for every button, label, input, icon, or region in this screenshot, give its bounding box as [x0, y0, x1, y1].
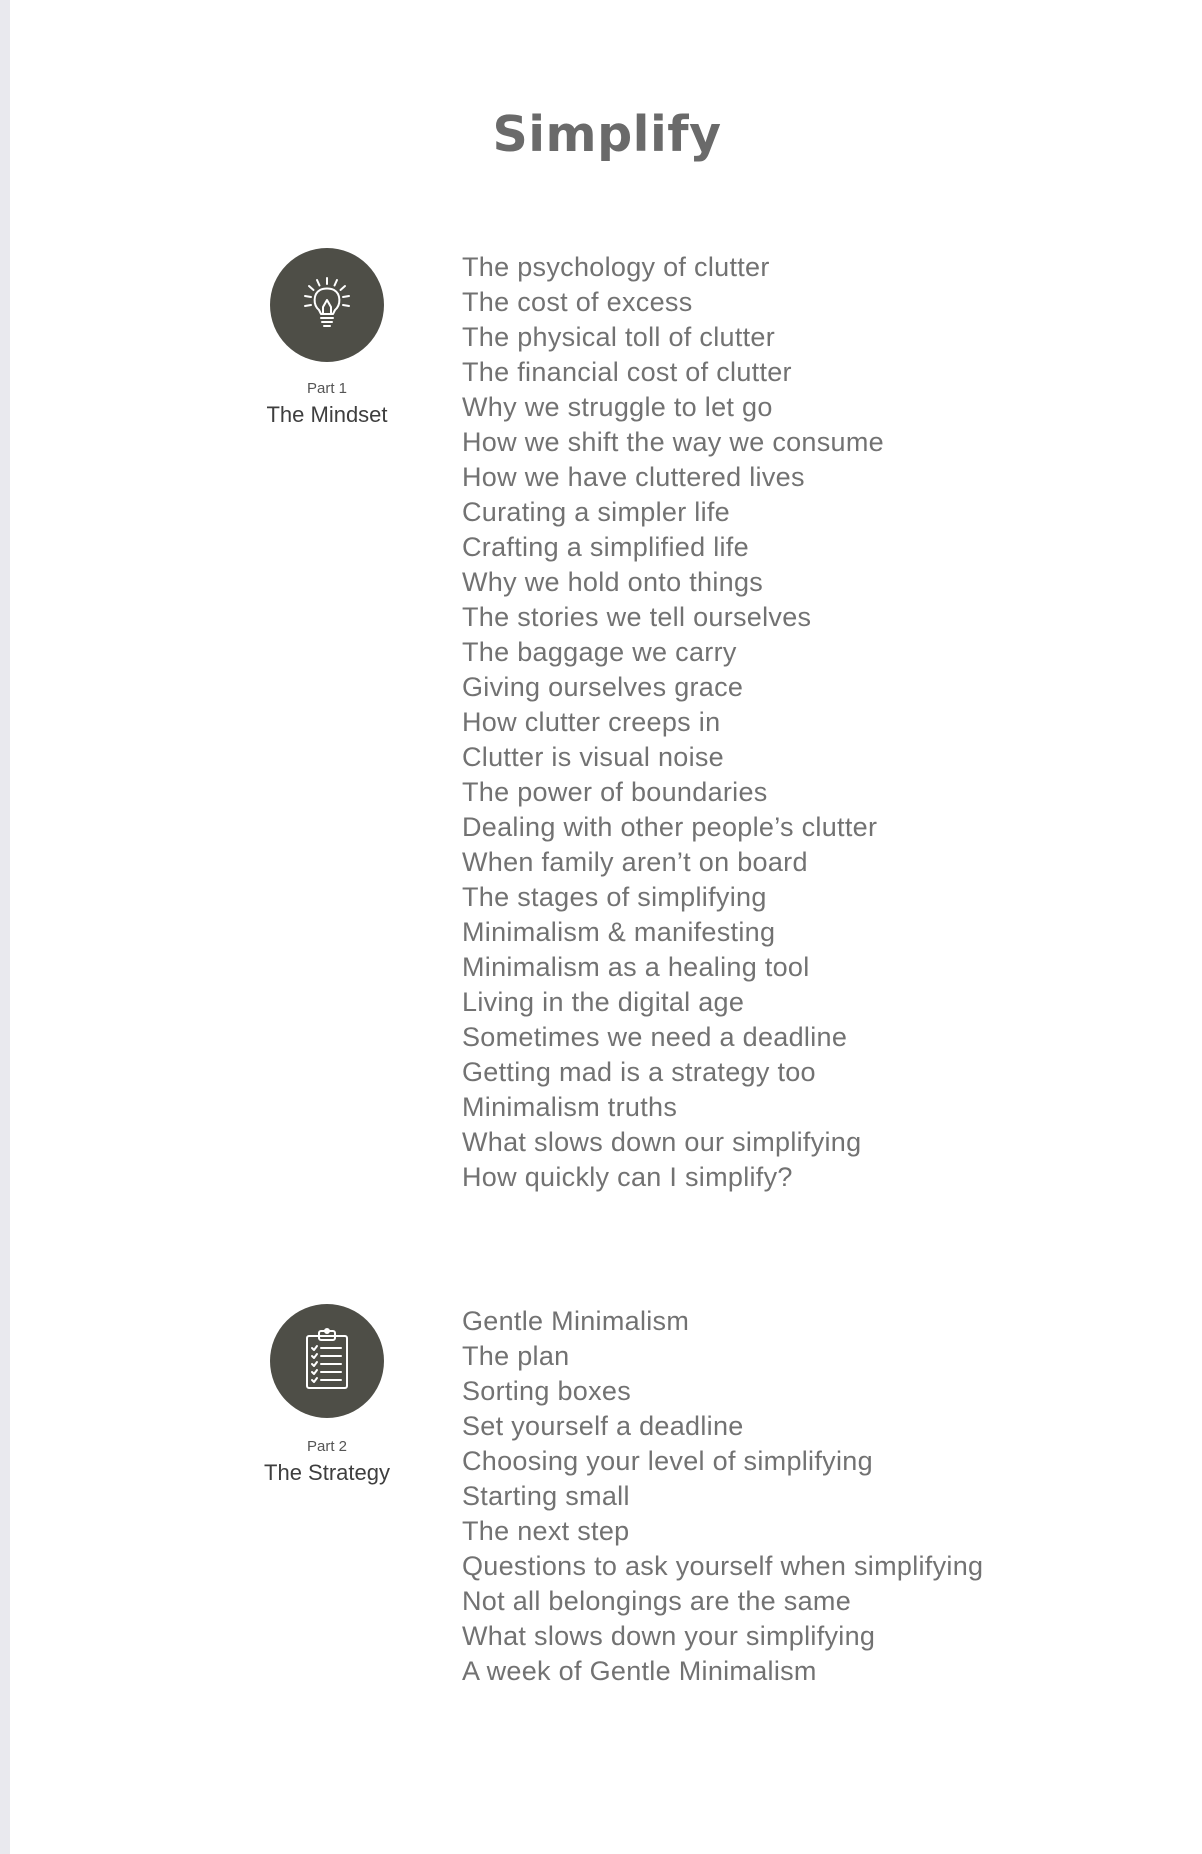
- part-1-badge: [270, 248, 384, 362]
- topic-item: Living in the digital age: [462, 987, 745, 1017]
- topic-item: A week of Gentle Minimalism: [462, 1656, 817, 1686]
- topic-item: The psychology of clutter: [462, 252, 770, 282]
- topic-item: Curating a simpler life: [462, 497, 731, 527]
- topic-item: The cost of excess: [462, 287, 693, 317]
- topic-item: Why we hold onto things: [462, 567, 764, 597]
- topic-item: The physical toll of clutter: [462, 322, 776, 352]
- topic-item: The financial cost of clutter: [462, 357, 792, 387]
- topic-item: Questions to ask yourself when simplifying: [462, 1551, 984, 1581]
- part-1-topic-list: [462, 250, 884, 1195]
- page: [10, 0, 1202, 1854]
- part-2-topic-list: [462, 1304, 983, 1689]
- part-2-badge: [270, 1304, 384, 1418]
- topic-item: Gentle Minimalism: [462, 1306, 690, 1336]
- lightbulb-icon: [270, 248, 384, 362]
- topic-item: What slows down your simplifying: [462, 1621, 876, 1651]
- topic-item: The stories we tell ourselves: [462, 602, 812, 632]
- topic-item: How we shift the way we consume: [462, 427, 884, 457]
- topic-item: Getting mad is a strategy too: [462, 1057, 816, 1087]
- topic-item: Set yourself a deadline: [462, 1411, 744, 1441]
- topic-item: How quickly can I simplify?: [462, 1162, 793, 1192]
- topic-item: The stages of simplifying: [462, 882, 767, 912]
- page-title-text: Simplify: [492, 106, 722, 163]
- topic-item: Clutter is visual noise: [462, 742, 725, 772]
- topic-item: Minimalism as a healing tool: [462, 952, 810, 982]
- topic-item: How we have cluttered lives: [462, 462, 805, 492]
- topic-item: Sorting boxes: [462, 1376, 631, 1406]
- part-2-label: Part 2: [306, 1438, 348, 1455]
- topic-item: The power of boundaries: [462, 777, 768, 807]
- clipboard-checklist-icon: [270, 1304, 384, 1418]
- page-title: [10, 106, 1202, 163]
- topic-item: Crafting a simplified life: [462, 532, 749, 562]
- topic-item: The next step: [462, 1516, 630, 1546]
- topic-item: Sometimes we need a deadline: [462, 1022, 848, 1052]
- topic-item: Giving ourselves grace: [462, 672, 744, 702]
- part-1-name: The Mindset: [266, 402, 388, 427]
- topic-item: Minimalism & manifesting: [462, 917, 776, 947]
- topic-item: Not all belongings are the same: [462, 1586, 852, 1616]
- topic-item: Minimalism truths: [462, 1092, 678, 1122]
- part-1-label: Part 1: [306, 380, 348, 397]
- topic-item: How clutter creeps in: [462, 707, 721, 737]
- topic-item: When family aren’t on board: [462, 847, 808, 877]
- topic-item: The baggage we carry: [462, 637, 737, 667]
- topic-item: Why we struggle to let go: [462, 392, 773, 422]
- topic-item: What slows down our simplifying: [462, 1127, 862, 1157]
- part-2-name: The Strategy: [264, 1460, 390, 1485]
- topic-item: The plan: [462, 1341, 570, 1371]
- topic-item: Starting small: [462, 1481, 630, 1511]
- topic-item: Dealing with other people’s clutter: [462, 812, 878, 842]
- topic-item: Choosing your level of simplifying: [462, 1446, 873, 1476]
